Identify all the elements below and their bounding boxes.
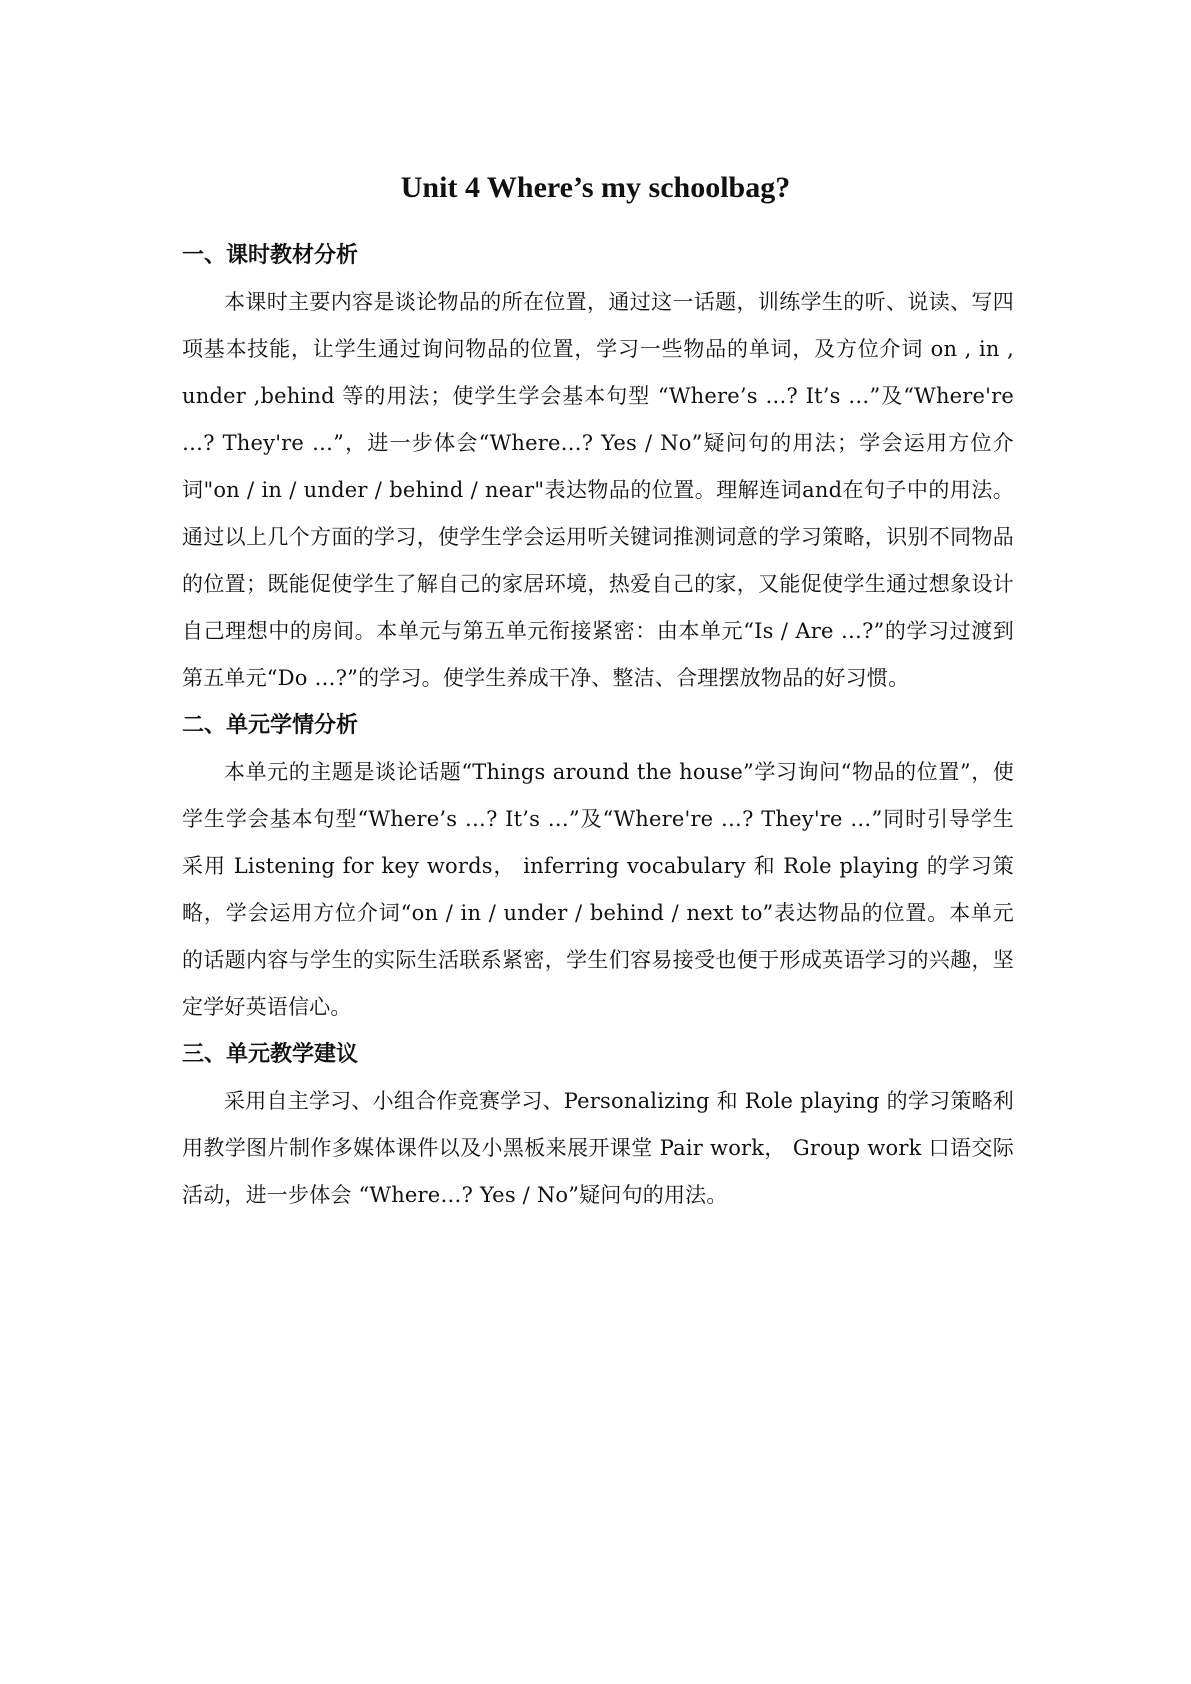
section-teaching-suggestions [182, 1031, 1014, 1219]
document-title: Unit 4 Where’s my schoolbag? [400, 171, 791, 204]
section-paragraph: 采用自主学习、小组合作竞赛学习、Personalizing 和 Role playing 的学习策略利用教学图片制作多媒体课件以及小黑板来展开课堂 Pair work， Group work 口语交际活动，进一步体会 “Where…? Yes / No”疑问句的用法。 [182, 1089, 1014, 1207]
document-body [182, 232, 1014, 1219]
section-paragraph: 本课时主要内容是谈论物品的所在位置，通过这一话题，训练学生的听、说读、写四项基本技能，让学生通过询问物品的位置，学习一些物品的单词，及方位介词 on , in , under ,behind 等的用法；使学生学会基本句型 “Where’s …? It’s …”及“Where're …? They're …”，进一步体会“Where…? Yes / No”疑问句的用法；学会运用方位介词"on / in / under / behind / near"表达物品的位置。理解连词and在句子中的用法。通过以上几个方面的学习，使学生学会运用听关键词推测词意的学习策略，识别不同物品的位置；既能促使学生了解自己的家居环境，热爱自己的家，又能促使学生通过想象设计自己理想中的房间。本单元与第五单元衔接紧密：由本单元“Is / Are …?”的学习过渡到第五单元“Do …?”的学习。使学生养成干净、整洁、合理摆放物品的好习惯。 [182, 290, 1014, 690]
section-textbook-analysis [182, 232, 1014, 702]
section-heading: 三、单元教学建议 [182, 1042, 359, 1067]
section-learner-analysis [182, 702, 1014, 1031]
section-paragraph: 本单元的主题是谈论话题“Things around the house”学习询问“物品的位置”，使学生学会基本句型“Where’s …? It’s …”及“Where're …? They're …”同时引导学生采用 Listening for key words， inferring vocabulary 和 Role playing 的学习策略，学会运用方位介词“on / in / under / behind / next to”表达物品的位置。本单元的话题内容与学生的实际生活联系紧密，学生们容易接受也便于形成英语学习的兴趣，坚定学好英语信心。 [182, 760, 1014, 1019]
section-heading: 一、课时教材分析 [182, 243, 359, 268]
section-heading: 二、单元学情分析 [182, 713, 359, 738]
